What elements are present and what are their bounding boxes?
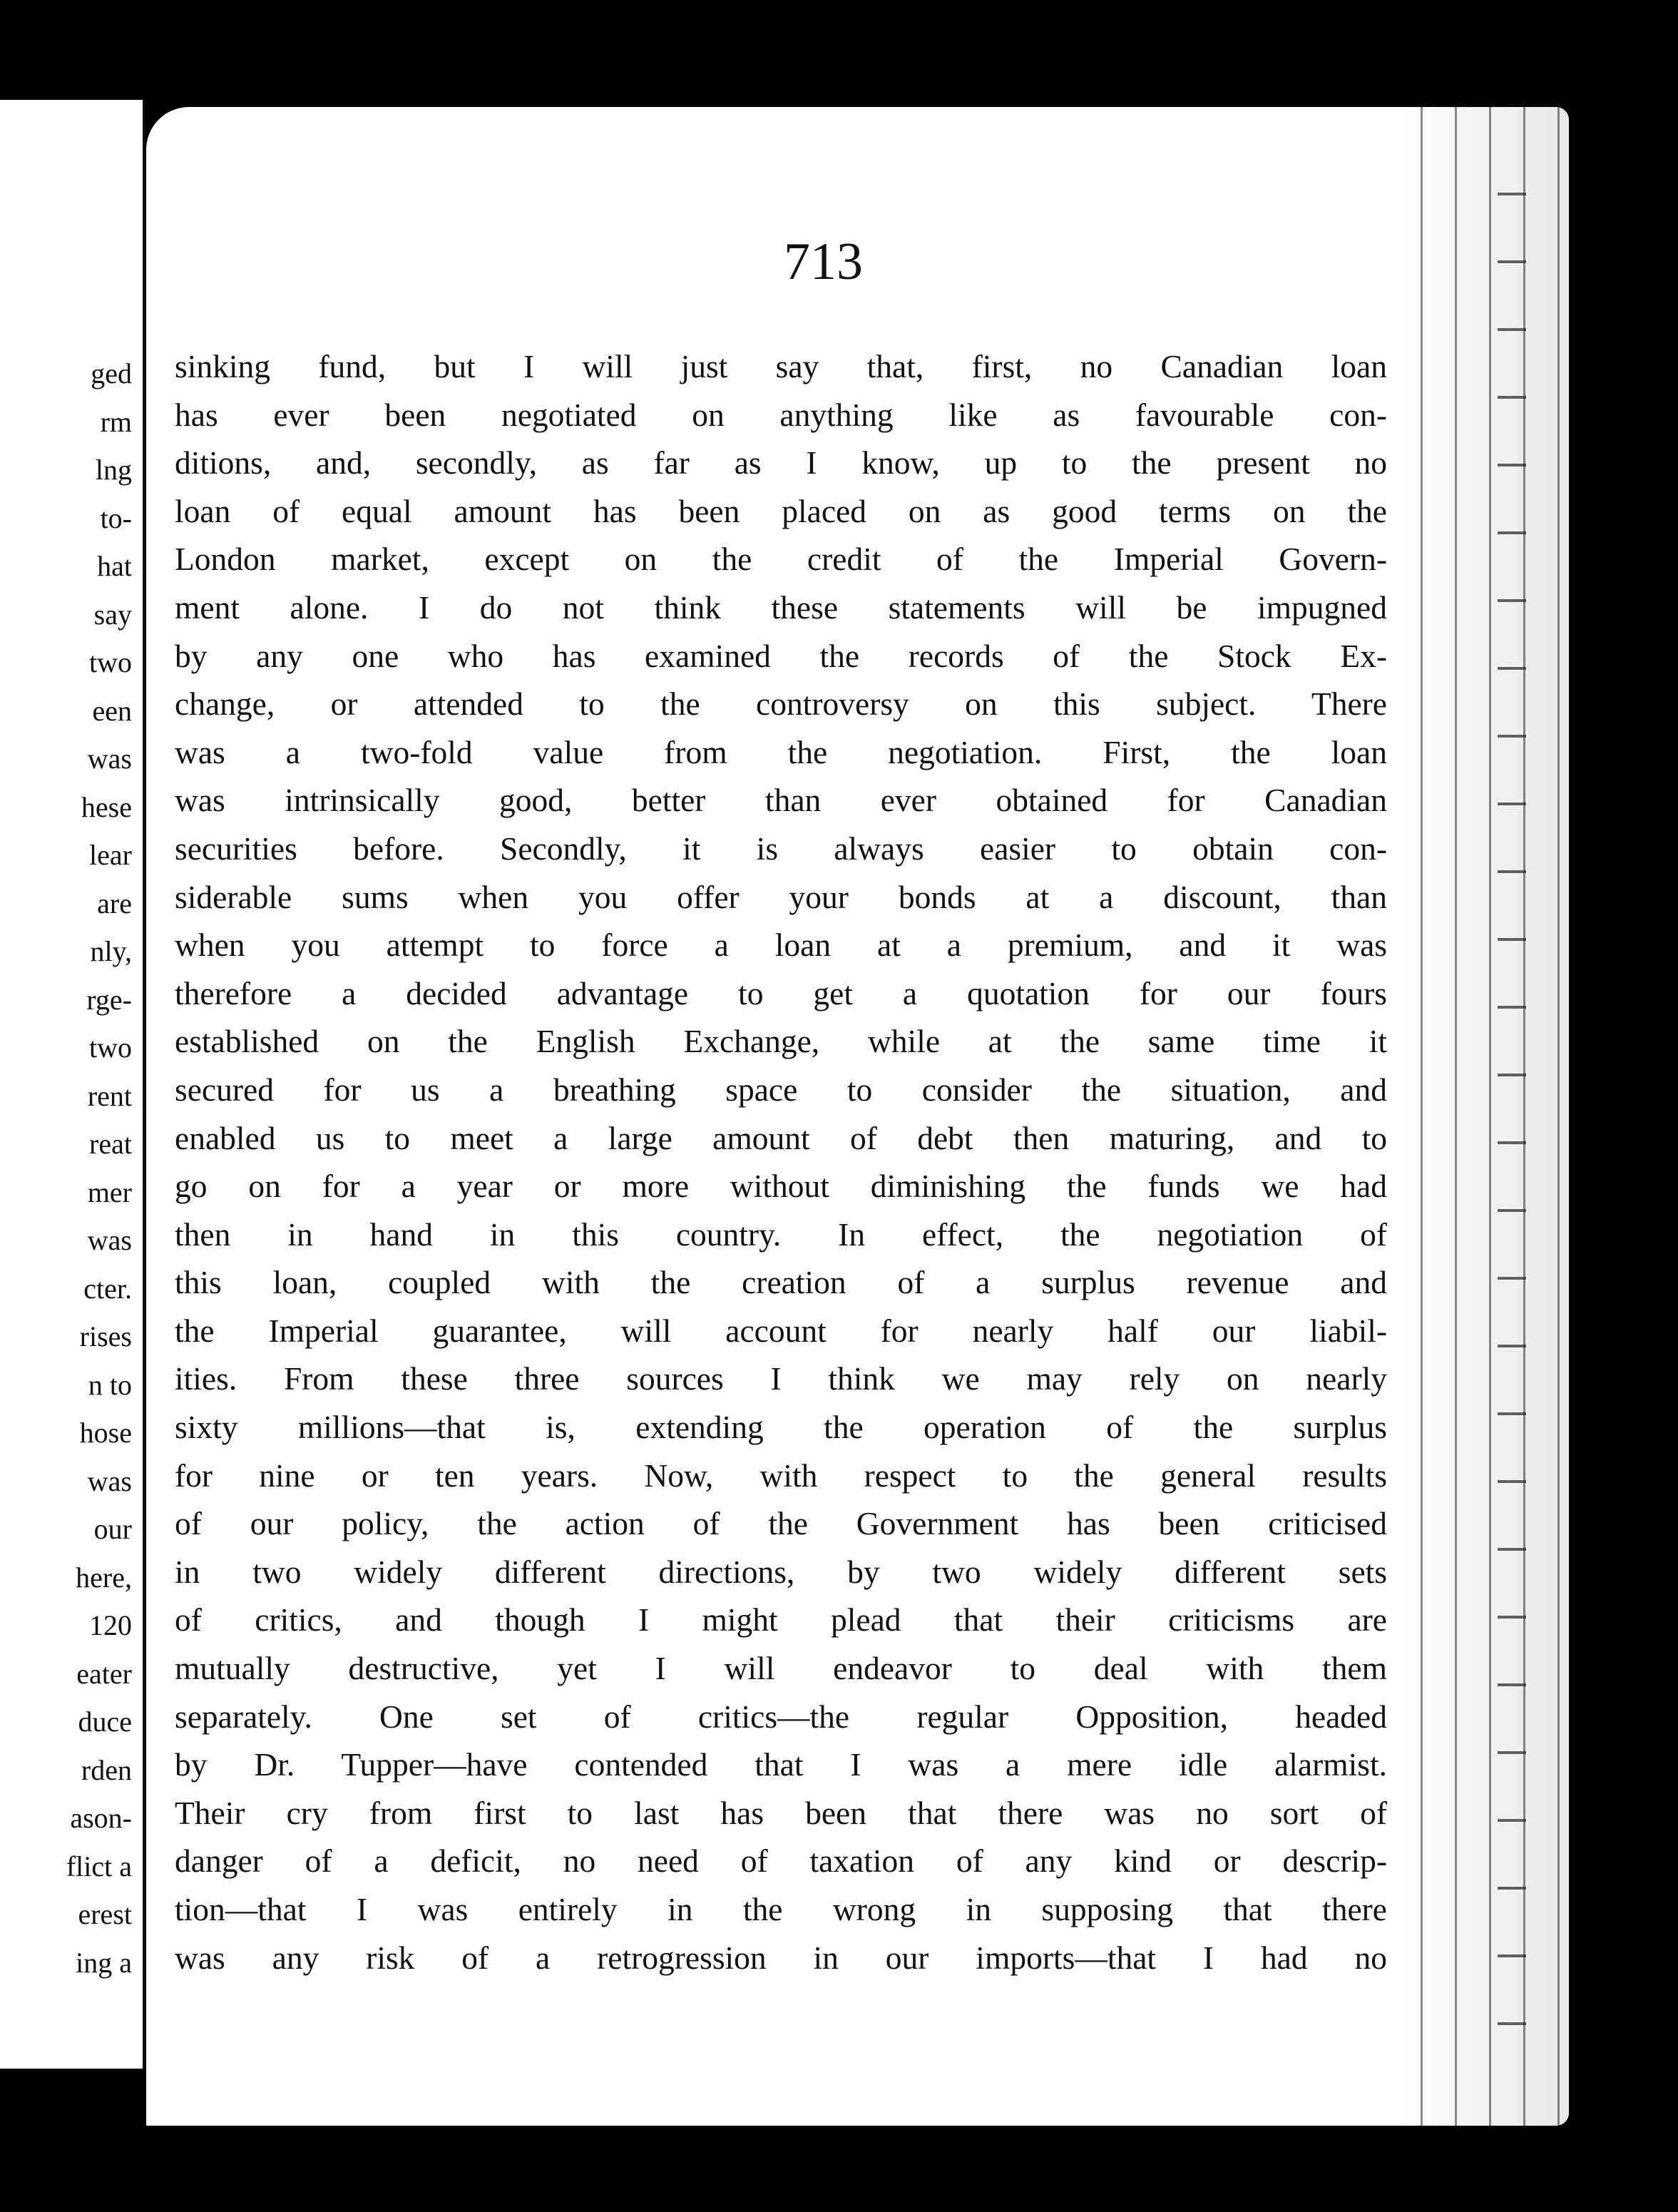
facing-page-fragment: hat <box>97 550 132 582</box>
facing-page-fragment: reat <box>89 1128 132 1160</box>
text-line: of critics, and though I might plead that their criticisms are <box>175 1601 1387 1638</box>
text-line: sinking fund, but I will just say that, first, no Canadian loan <box>175 348 1387 384</box>
text-line: has ever been negotiated on anything like as favourable con- <box>175 396 1387 433</box>
page-edge-band <box>1405 107 1569 2126</box>
facing-page-line-fragments <box>0 350 132 1987</box>
text-line: established on the English Exchange, while at the same time it <box>175 1023 1387 1060</box>
text-line: ditions, and, secondly, as far as I know, up to the present no <box>175 444 1387 481</box>
facing-page-fragment: erest <box>78 1898 132 1930</box>
text-line: ities. From these three sources I think we may rely on nearly <box>175 1360 1387 1397</box>
text-line: ment alone. I do not think these statements will be impugned <box>175 588 1387 626</box>
facing-page-fragment: 120 <box>89 1609 132 1641</box>
facing-page-fragment: cter. <box>83 1272 132 1305</box>
facing-page-fragment: nly, <box>90 935 132 967</box>
text-line: was any risk of a retrogression in our imports—that I had no <box>175 1939 1387 1976</box>
text-line: by any one who has examined the records of the Stock Ex- <box>175 637 1387 674</box>
text-line: danger of a deficit, no need of taxation of any kind or descrip- <box>175 1843 1387 1880</box>
facing-page-fragment: eater <box>76 1657 132 1690</box>
text-line: of our policy, the action of the Government has been criticised <box>175 1505 1387 1542</box>
page-number: 713 <box>784 233 863 291</box>
facing-page-fragment: are <box>97 887 132 919</box>
facing-page-fragment: say <box>93 598 132 631</box>
facing-page-fragment: was <box>87 743 132 775</box>
text-line: separately. One set of critics—the regular Opposition, headed <box>175 1698 1387 1735</box>
text-line: this loan, coupled with the creation of a surplus revenue and <box>175 1264 1387 1301</box>
facing-page-fragment: flict a <box>66 1850 132 1882</box>
facing-page-fragment: duce <box>78 1706 132 1738</box>
facing-page-fragment: rge- <box>86 983 132 1016</box>
facing-page-fragment: two <box>89 646 132 678</box>
facing-page-fragment: ason- <box>70 1802 132 1834</box>
facing-page-fragment: lng <box>95 454 132 486</box>
text-line: go on for a year or more without diminishing the funds we had <box>175 1168 1387 1205</box>
text-line: Their cry from first to last has been that there was no sort of <box>175 1794 1387 1831</box>
facing-page-fragment: here, <box>76 1561 132 1594</box>
text-line: then in hand in this country. In effect, the negotiation of <box>175 1215 1387 1253</box>
facing-page-fragment: rm <box>100 405 132 438</box>
text-line: by Dr. Tupper—have contended that I was a mere idle alarmist. <box>175 1746 1387 1783</box>
text-line: siderable sums when you offer your bonds at a discount, than <box>175 878 1387 915</box>
facing-page-fragment: mer <box>87 1176 132 1208</box>
facing-page-fragment: rent <box>87 1079 132 1112</box>
text-line: loan of equal amount has been placed on as good terms on the <box>175 492 1387 529</box>
facing-page-fragment: ged <box>91 357 132 389</box>
facing-page-fragment: hose <box>79 1417 132 1449</box>
facing-page-fragment: een <box>92 694 132 727</box>
text-line: change, or attended to the controversy on this subject. There <box>175 685 1387 723</box>
text-line: London market, except on the credit of the Imperial Govern- <box>175 541 1387 578</box>
book-page <box>146 107 1569 2126</box>
facing-page-fragment: rden <box>81 1753 132 1786</box>
facing-page-fragment: n to <box>88 1368 132 1401</box>
text-line: tion—that I was entirely in the wrong in supposing that there <box>175 1891 1387 1927</box>
text-line: sixty millions—that is, extending the operation of the surplus <box>175 1409 1387 1446</box>
text-line: securities before. Secondly, it is always easier to obtain con- <box>175 830 1387 867</box>
page-body-text <box>175 342 1387 1982</box>
facing-page-fragment: was <box>87 1224 132 1256</box>
text-line: the Imperial guarantee, will account for nearly half our liabil- <box>175 1312 1387 1349</box>
text-line: for nine or ten years. Now, with respect to the general results <box>175 1457 1387 1494</box>
text-line: when you attempt to force a loan at a premium, and it was <box>175 927 1387 964</box>
facing-page-fragment: hese <box>81 790 132 823</box>
text-line: in two widely different directions, by two widely different sets <box>175 1553 1387 1590</box>
facing-page-fragment: was <box>87 1464 132 1497</box>
facing-page-fragment: ing a <box>76 1946 132 1979</box>
facing-page-fragment: to- <box>100 501 132 534</box>
text-line: was intrinsically good, better than ever obtained for Canadian <box>175 782 1387 819</box>
facing-page-strip <box>0 100 145 2069</box>
text-line: was a two-fold value from the negotiation. First, the loan <box>175 733 1387 770</box>
facing-page-fragment: our <box>93 1513 132 1545</box>
page-edge-specks <box>1498 164 1526 2090</box>
facing-page-fragment: rises <box>79 1320 132 1352</box>
facing-page-fragment: lear <box>89 839 132 871</box>
facing-page-fragment: two <box>89 1031 132 1064</box>
text-line: therefore a decided advantage to get a quotation for our fours <box>175 974 1387 1011</box>
text-line: enabled us to meet a large amount of debt then maturing, and to <box>175 1119 1387 1156</box>
text-line: secured for us a breathing space to consider the situation, and <box>175 1071 1387 1108</box>
text-line: mutually destructive, yet I will endeavor to deal with them <box>175 1650 1387 1687</box>
